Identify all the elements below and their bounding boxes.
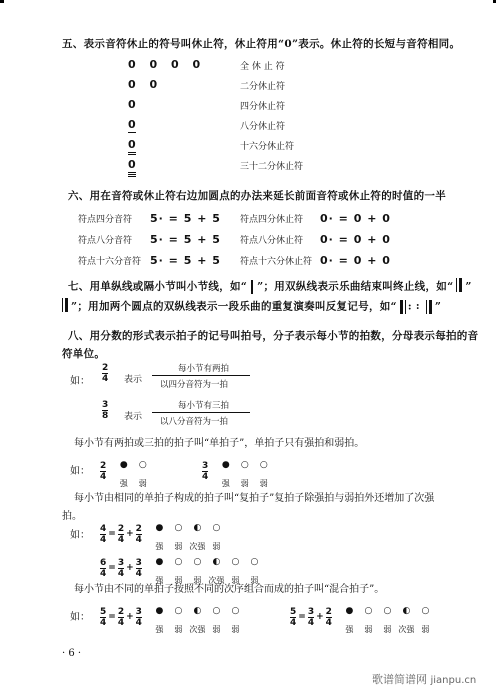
beat-label: 弱 bbox=[174, 625, 183, 634]
simple-meter-text: 每小节有两拍或三拍的拍子叫“单拍子”，单拍子只有强拍和弱拍。 bbox=[74, 438, 365, 449]
beat-dot-icon: ◐ bbox=[193, 606, 202, 616]
time-signature: $\frac{3}{8}$ bbox=[102, 400, 109, 421]
time-signature: $\frac{2}{4}$ bbox=[100, 460, 107, 482]
beat-label: 强 bbox=[221, 479, 230, 488]
fraction: $\frac{3}{4}$ bbox=[135, 557, 142, 579]
beat-label: 弱 bbox=[421, 625, 430, 634]
ex1-word: 表示 bbox=[124, 375, 143, 385]
beat-dot-icon: ○ bbox=[138, 460, 147, 470]
ex2-bottom: 以八分音符为一拍 bbox=[160, 417, 229, 427]
dotted-note-name: 符点四分音符 bbox=[78, 215, 133, 225]
page-number: · 6 · bbox=[62, 648, 82, 659]
ex1-bottom: 以四分音符为一拍 bbox=[160, 380, 229, 390]
dotted-rest-name: 符点八分休止符 bbox=[240, 236, 304, 246]
section-8-title2: 符单位。 bbox=[62, 348, 106, 360]
beat-dot-icon: ○ bbox=[174, 557, 183, 567]
beat-label: 弱 bbox=[193, 576, 202, 585]
s7-text-c: ” bbox=[465, 280, 472, 293]
beat-dot-icon: ○ bbox=[212, 606, 221, 616]
beat-label: 弱 bbox=[364, 625, 373, 634]
beat-label: 弱 bbox=[212, 542, 221, 551]
fraction: $\frac{4}{4}$ bbox=[100, 523, 107, 545]
beat-dot-icon: ◐ bbox=[193, 523, 202, 533]
beat-label: 弱 bbox=[231, 576, 240, 585]
beat-dot-icon: ○ bbox=[174, 606, 183, 616]
ex1-top: 每小节有两拍 bbox=[178, 364, 230, 374]
dotted-note-name: 符点八分音符 bbox=[78, 236, 133, 246]
beat-dot-icon: ◐ bbox=[212, 557, 221, 567]
rest-symbol: 0 bbox=[128, 98, 141, 111]
fraction: $\frac{6}{4}$ bbox=[100, 557, 107, 579]
ex-label: 如： bbox=[70, 530, 90, 541]
rest-name: 三十二分休止符 bbox=[240, 162, 304, 172]
rest-symbol: 0 bbox=[128, 118, 141, 131]
rest-name: 四分休止符 bbox=[240, 102, 286, 112]
rest-name: 二分休止符 bbox=[240, 82, 286, 92]
fraction: $\frac{2}{4}$ bbox=[135, 523, 142, 545]
underline-mark bbox=[128, 172, 136, 173]
dotted-note-equation: 5· = 5 + 5 bbox=[150, 233, 221, 246]
ex2-word: 表示 bbox=[124, 412, 143, 422]
rest-name: 八分休止符 bbox=[240, 122, 286, 132]
barline-icon bbox=[251, 280, 253, 294]
ex-label: 如： bbox=[70, 376, 90, 387]
fraction: $\frac{3}{4}$ bbox=[117, 557, 125, 579]
underline-mark bbox=[128, 176, 136, 177]
dotted-rest-equation: 0· = 0 + 0 bbox=[320, 212, 391, 225]
watermark: 歌谱简谱网 jianpu.cn bbox=[372, 673, 477, 686]
mixed-example-b: $\frac{5}{4}$ = $\frac{3}{4}$ + $\frac{2}{4}$ ● ○ ○ ◐ ○ 强 弱 弱 次强 弱 bbox=[290, 598, 435, 636]
dotted-rest-name: 符点四分休止符 bbox=[240, 215, 304, 225]
beat-label: 弱 bbox=[231, 625, 240, 634]
beat-dot-icon: ○ bbox=[250, 557, 259, 567]
repeat-sign-icon: : : bbox=[400, 300, 432, 314]
beat-dot-icon: ● bbox=[221, 460, 230, 470]
compound-meter-text2: 拍。 bbox=[62, 511, 82, 522]
beat-label: 强 bbox=[155, 625, 164, 634]
beat-dot-icon: ◐ bbox=[402, 606, 411, 616]
section-5-title: 五、表示音符休止的符号叫休止符，休止符用“0”表示。休止符的长短与音符相同。 bbox=[62, 38, 461, 50]
dotted-note-equation: 5· = 5 + 5 bbox=[150, 254, 221, 267]
fraction: $\frac{5}{4}$ bbox=[290, 606, 297, 628]
final-barline-icon bbox=[62, 298, 68, 315]
beat-dot-icon: ○ bbox=[383, 606, 392, 616]
beat-label: 强 bbox=[119, 479, 128, 488]
section-6-title: 六、用在音符或休止符右边加圆点的办法来延长前面音符或休止符的时值的一半 bbox=[68, 190, 446, 202]
beat-label: 强 bbox=[345, 625, 354, 634]
section-7-line2 bbox=[62, 298, 441, 315]
beat-label: 强 bbox=[155, 576, 164, 585]
s7-text-b: ”；用双纵线表示乐曲结束叫终止线，如“ bbox=[257, 280, 454, 293]
rest-symbol: 0 bbox=[128, 138, 141, 151]
beat-label: 弱 bbox=[383, 625, 392, 634]
rest-symbol: 0 bbox=[128, 158, 141, 171]
beat-dot-icon: ○ bbox=[240, 460, 249, 470]
fraction: $\frac{2}{4}$ bbox=[117, 606, 125, 628]
ex2-top: 每小节有三拍 bbox=[178, 401, 230, 411]
beat-label: 次强 bbox=[189, 625, 206, 634]
fraction: $\frac{3}{4}$ bbox=[307, 606, 315, 628]
underline-mark bbox=[128, 174, 136, 175]
dotted-rest-equation: 0· = 0 + 0 bbox=[320, 233, 391, 246]
fraction: $\frac{2}{4}$ bbox=[117, 523, 125, 545]
beat-label: 弱 bbox=[259, 479, 268, 488]
beat-dot-icon: ○ bbox=[421, 606, 430, 616]
underline-mark bbox=[128, 132, 136, 133]
beat-dot-icon: ○ bbox=[364, 606, 373, 616]
time-signature: $\frac{3}{4}$ bbox=[202, 460, 209, 482]
s7-text-d: ”；用加两个圆点的双纵线表示一段乐曲的重复演奏叫反复记号，如“ bbox=[71, 300, 397, 313]
beat-dot-icon: ○ bbox=[193, 557, 202, 567]
beat-label: 次强 bbox=[208, 576, 225, 585]
fraction: $\frac{3}{4}$ bbox=[135, 606, 142, 628]
rest-symbol: 0 0 bbox=[128, 78, 163, 91]
rest-name: 全 休 止 符 bbox=[240, 62, 285, 72]
beat-label: 次强 bbox=[189, 542, 206, 551]
ex-label: 如： bbox=[70, 612, 90, 623]
beat-label: 弱 bbox=[174, 576, 183, 585]
ex-label: 如： bbox=[70, 466, 90, 477]
s7-text-e: ” bbox=[434, 300, 442, 313]
beat-label: 弱 bbox=[250, 576, 259, 585]
beat-label: 弱 bbox=[212, 625, 221, 634]
s7-text-a: 七、用单纵线或隔小节叫小节线，如“ bbox=[68, 280, 248, 293]
beat-label: 次强 bbox=[398, 625, 415, 634]
dotted-note-name: 符点十六分音符 bbox=[78, 257, 142, 267]
section-8-title: 八、用分数的形式表示拍子的记号叫拍号，分子表示每小节的拍数，分母表示每拍的音 bbox=[68, 330, 479, 342]
time-signature: $\frac{2}{4}$ bbox=[102, 363, 109, 384]
compound-example-4-4: $\frac{4}{4}$ = $\frac{2}{4}$ + $\frac{2}{4}$ ● ○ ◐ ○ 强 弱 次强 弱 bbox=[100, 515, 226, 553]
rest-name: 十六分休止符 bbox=[240, 142, 295, 152]
simple-example-2-4 bbox=[100, 452, 152, 490]
beat-label: 弱 bbox=[240, 479, 249, 488]
beat-dot-icon: ○ bbox=[259, 460, 268, 470]
dotted-rest-name: 符点十六分休止符 bbox=[240, 257, 313, 267]
compound-example-6-4: $\frac{6}{4}$ = $\frac{3}{4}$ + $\frac{3}{4}$ ● ○ ○ ◐ ○ ○ 强 弱 弱 次强 弱 弱 bbox=[100, 549, 264, 587]
mixed-example-a: $\frac{5}{4}$ = $\frac{2}{4}$ + $\frac{3}{4}$ ● ○ ◐ ○ ○ 强 弱 次强 弱 弱 bbox=[100, 598, 245, 636]
beat-label: 强 bbox=[155, 542, 164, 551]
fraction: $\frac{2}{4}$ bbox=[325, 606, 332, 628]
dotted-rest-equation: 0· = 0 + 0 bbox=[320, 254, 391, 267]
underline-mark bbox=[128, 154, 136, 155]
beat-dot-icon: ○ bbox=[231, 606, 240, 616]
beat-dot-icon: ● bbox=[119, 460, 128, 470]
underline-mark bbox=[128, 152, 136, 153]
ex2-line bbox=[152, 412, 250, 413]
beat-dot-icon: ○ bbox=[212, 523, 221, 533]
beat-dot-icon: ○ bbox=[174, 523, 183, 533]
ex1-line bbox=[152, 375, 250, 376]
fraction: $\frac{5}{4}$ bbox=[100, 606, 107, 628]
final-barline-icon bbox=[456, 278, 462, 295]
beat-label: 弱 bbox=[138, 479, 147, 488]
beat-label: 弱 bbox=[174, 542, 183, 551]
simple-example-3-4 bbox=[202, 452, 273, 490]
dotted-note-equation: 5· = 5 + 5 bbox=[150, 212, 221, 225]
rest-symbol: 0 0 0 0 bbox=[128, 58, 206, 71]
corner-mark bbox=[0, 0, 4, 3]
beat-dot-icon: ● bbox=[155, 523, 164, 533]
compound-meter-text: 每小节由相同的单拍子构成的拍子叫“复拍子”复拍子除强拍与弱拍外还增加了次强 bbox=[74, 493, 435, 504]
beat-dot-icon: ○ bbox=[231, 557, 240, 567]
beat-dot-icon: ● bbox=[155, 557, 164, 567]
section-7-line1 bbox=[68, 278, 472, 295]
beat-dot-icon: ● bbox=[345, 606, 354, 616]
mixed-meter-text: 每小节由不同的单拍子按照不同的次序组合而成的拍子叫“混合拍子”。 bbox=[74, 584, 385, 595]
beat-dot-icon: ● bbox=[155, 606, 164, 616]
